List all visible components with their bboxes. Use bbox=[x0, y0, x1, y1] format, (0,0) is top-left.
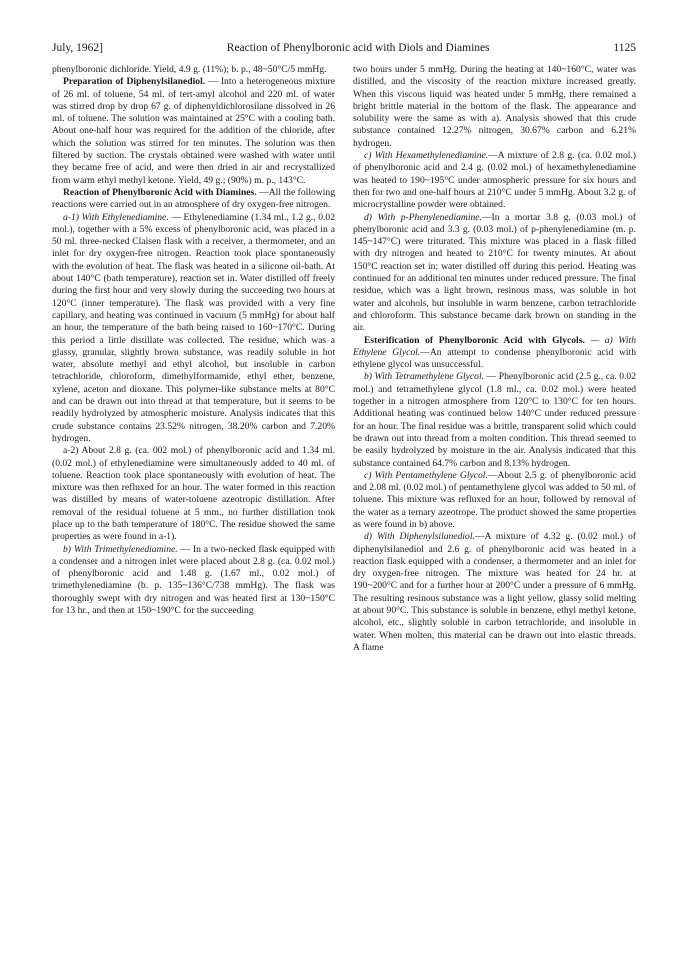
paragraph bbox=[52, 187, 335, 212]
paragraph-text: —All the following reactions were carried out in an atmosphere of dry oxygen-free nitrogen. bbox=[52, 186, 335, 211]
paragraph bbox=[353, 470, 636, 531]
subsection-heading: b) With Tetramethylene Glycol. bbox=[364, 371, 485, 383]
running-title: Reaction of Phenylboronic acid with Diols and Diamines bbox=[226, 42, 490, 54]
paragraph-text: two hours under 5 mmHg. During the heating at 140~160°C, water was distilled, and the viscosity of the reaction mixture increased greatly. When this viscous liquid was heated under 5 mmHg, there remained a bright brittle material in the bottom of the flask. The appearance and solubility were the same as with a). Analysis showed that this crude substance contained 12.27% nitrogen, 30.67% carbon and 6.21% hydrogen. bbox=[353, 64, 636, 149]
paragraph bbox=[52, 544, 335, 618]
paragraph-text: — Into a heterogeneous mixture of 26 ml. of toluene, 54 ml. of tert-amyl alcohol and 220 ml. of water was stirred drop by drop 67 g. of diphenyldichlorosilane dissolved in 26 ml. of toluene. The solution was maintained at 25°C with a cooling bath. About one-half hour was required for the addition of the chloride, after which the solution was stirred for ten minutes. The solution was then filtered by suction. The crystals obtained were washed with water until they became free of acid, and were then dried in air and recrystallized from warm ethyl methyl ketone. Yield, 49 g.; (90%) m. p., 143°C. bbox=[52, 76, 336, 186]
section-heading: Esterification of Phenylboronic Acid with Glycols. bbox=[364, 334, 585, 346]
paragraph-text: —A mixture of 4.32 g. (0.02 mol.) of diphenylsilanediol and 2.6 g. of phenylboronic acid was heated in a reaction flask equipped with a condenser, a thermometer and an inlet for dry oxygen-free nitrogen. The mixture was heated for 24 hr. at 190~200°C and for a further hour at 200°C under a pressure of 6 mmHg. The resulting resinous substance was a light yellow, glassy solid melting at about 90°C. This substance is soluble in benzene, ethyl methyl ketone, alcohol, etc., slightly soluble in carbon tetrachloride, and insoluble in water. When molten, this material can be drawn out into elastic threads. A flame bbox=[353, 531, 636, 653]
body-columns bbox=[52, 64, 636, 654]
subsection-heading: c) With Pentamethylene Glycol. bbox=[364, 469, 488, 481]
paragraph bbox=[52, 445, 335, 543]
subsection-heading: a-1) With Ethylenediamine. bbox=[63, 211, 169, 223]
paragraph bbox=[353, 150, 636, 211]
paragraph bbox=[353, 64, 636, 150]
paragraph bbox=[353, 531, 636, 654]
right-column bbox=[353, 64, 636, 654]
paragraph-text: a-2) About 2.8 g. (ca. 002 mol.) of phenylboronic acid and 1.34 ml. (0.02 mol.) of ethylenediamine were simultaneously added to 40 ml. of toluene. Reaction took place spontaneously with evolution of heat. The mixture was then refluxed for an hour. The water formed in this reaction was distilled by means of water-toluene azeotropic distillation. After removal of the residual toluene at 5 mm., no further distillation took place up to the bath temperature of 180°C. The residue showed the same properties as were found in a-1). bbox=[52, 445, 335, 543]
paragraph-text: —An attempt to condense phenylboronic acid with ethylene glycol was unsuccessful. bbox=[353, 346, 636, 371]
paragraph-text: —In a mortar 3.8 g. (0.03 mol.) of phenylboronic acid and 3.3 g. (0.03 mol.) of p-phenylenediamine (m. p. 145~147°C) were triturated. This mixture was placed in a flask filled with dry nitrogen and heated to 210°C for twenty minutes. At about 150°C reaction set in; water distilled off during this period. Heating was continued for an additional ten minutes under reduced pressure. The final residue, which was a light brown, resinous mass, was soluble in hot water and alcohols, but insoluble in warm benzene, carbon tetrachloride and chloroform. This substance became dark brown on standing in the air. bbox=[353, 211, 636, 334]
paragraph bbox=[52, 212, 335, 446]
page-number: 1125 bbox=[613, 42, 636, 54]
left-column bbox=[52, 64, 335, 654]
subsection-heading: b) With Trimethylenediamine. bbox=[63, 543, 178, 555]
paragraph bbox=[52, 76, 335, 187]
paragraph-text: — Phenylboronic acid (2.5 g., ca. 0.02 mol.) and tetramethylene glycol (1.8 ml., ca. 0.02 mol.) were heated together in a nitrogen atmosphere from 120°C to 130°C for ten hours. Additional heating was continued below 140°C under reduced pressure for an hour. The final residue was a brittle, transparent solid which could be drawn out into thread from a molten condition. This thread seemed to be easily hydrolyzed by moisture in the air. Analysis indicated that this substance contained 64.7% carbon and 8.13% hydrogen. bbox=[353, 371, 636, 469]
subsection-heading: d) With Diphenylsilanediol. bbox=[364, 531, 475, 543]
paragraph bbox=[353, 371, 636, 469]
section-heading: Reaction of Phenylboronic Acid with Diamines. bbox=[63, 186, 257, 198]
subsection-heading: c) With Hexamethylenediamine. bbox=[364, 150, 489, 162]
paragraph-text: phenylboronic dichloride. Yield, 4.9 g. (11%); b. p., 48~50°C/5 mmHg. bbox=[52, 64, 327, 75]
paragraph-text: —About 2.5 g. of phenylboronic acid and 2.08 ml. (0.02 mol.) of pentamethylene glycol was added to 50 ml. of toluene. This mixture was refluxed for an hour, followed by removal of the water as a ternary azeotrope. The product showed the same properties as were found in b) above. bbox=[353, 469, 636, 530]
paragraph-text: —A mixture of 2.8 g. (ca. 0.02 mol.) of phenylboronic acid and 2.4 g. (0.02 mol.) of hexamethylenediamine was heated to 190~195°C under atmospheric pressure for six hours and then for two and one-half hours at 210°C under 5 mmHg. About 3.2 g. of microcrystalline powder were obtained. bbox=[353, 150, 637, 211]
subsection-heading: — a) With Ethylene Glycol. bbox=[353, 334, 636, 358]
paragraph bbox=[353, 335, 636, 372]
section-heading: Preparation of Diphenylsilanediol. bbox=[63, 76, 206, 88]
subsection-heading: d) With p-Phenylenediamine. bbox=[364, 211, 482, 223]
paragraph bbox=[52, 64, 335, 76]
issue-date: July, 1962] bbox=[52, 42, 104, 54]
running-head bbox=[52, 42, 636, 54]
paragraph-text: — Ethylenediamine (1.34 ml., 1.2 g., 0.02 mol.), together with a 5% excess of phenylboronic acid, was placed in a 50 ml. three-necked Claisen flask with a receiver, a thermometer, and an inlet for dry oxygen-free nitrogen. Reaction took place spontaneously with the evolution of heat. The flask was heated in a silicone oil-bath. At about 140°C (bath temperature), reaction set in. Water distilled off freely during the first hour and very slowly during the succeeding two hours at 120°C (inner temperature). The flask was provided with a very fine capillary, and heating was continued in vacuum (5 mmHg) for about half an hour, the temperature of the bath being raised to 160~170°C. During this period a little distillate was collected. The residue, which was a glassy, granular, slightly brown substance, was readily soluble in hot water, absolute methyl and ethyl alcohol, but insoluble in carbon tetrachloride, chloroform, dimethylformamide, ethyl ether, benzene, xylene, aceton and dioxane. This polymer-like substance melts at 80°C and can be drawn out into thread at that temperature, but it seems to be readily hydrolyzed by atmospheric moisture. Analysis indicates that this crude substance contains 23.52% nitrogen, 38.20% carbon and 7.20% hydrogen. bbox=[52, 211, 335, 444]
paragraph-text: — In a two-necked flask equipped with a condenser and a nitrogen inlet were placed about 2.8 g. (ca. 0.02 mol.) of phenylboronic acid and 1.48 g. (1.67 ml., 0.02 mol.) of trimethylenediamine (b. p. 135~136°C/738 mmHg). The flask was thoroughly swept with dry nitrogen and was heated first at 130~150°C for 13 hr., and then at 150~190°C for the succeeding bbox=[52, 543, 335, 617]
paragraph bbox=[353, 212, 636, 335]
